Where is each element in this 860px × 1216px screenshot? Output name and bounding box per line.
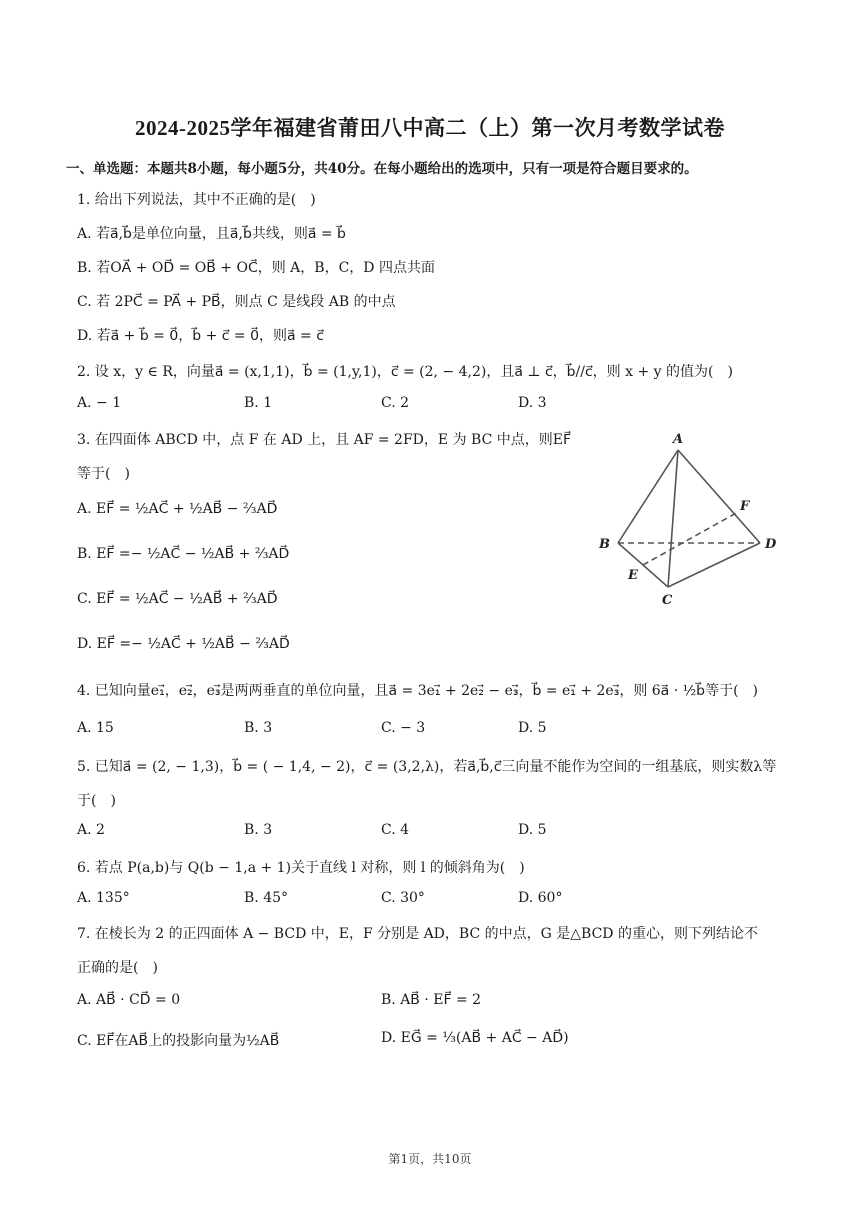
q3-option-d: D. EF⃗ =− ½AC⃗ + ½AB⃗ − ⅔AD⃗ (77, 636, 290, 652)
label-f: F (740, 499, 750, 514)
q6-stem: 6. 若点 P(a,b)与 Q(b − 1,a + 1)关于直线 l 对称，则 l 的倾斜角为( ) (77, 860, 525, 876)
q4-option-a: A. 15 (77, 720, 114, 736)
q5-option-d: D. 5 (518, 822, 547, 838)
tetrahedron-figure (590, 430, 790, 610)
page-title: 2024-2025学年福建省莆田八中高二（上）第一次月考数学试卷 (135, 116, 725, 140)
q3-option-b: B. EF⃗ =− ½AC⃗ − ½AB⃗ + ⅔AD⃗ (77, 546, 290, 562)
q4-option-d: D. 5 (518, 720, 547, 736)
q1-option-b: B. 若OA⃗ + OD⃗ = OB⃗ + OC⃗，则 A，B，C，D 四点共面 (77, 260, 435, 276)
q5-option-a: A. 2 (77, 822, 105, 838)
q3-option-a: A. EF⃗ = ½AC⃗ + ½AB⃗ − ⅔AD⃗ (77, 501, 278, 517)
q3-stem-line1: 3. 在四面体 ABCD 中，点 F 在 AD 上，且 AF = 2FD，E 为 BC 中点，则EF⃗ (77, 432, 572, 448)
section-heading: 一、单选题：本题共8小题，每小题5分，共40分。在每小题给出的选项中，只有一项是符合题目要求的。 (66, 161, 698, 177)
q2-option-b: B. 1 (244, 395, 273, 411)
q7-option-c: C. EF⃗在AB⃗上的投影向量为½AB⃗ (77, 1033, 280, 1049)
q5-stem-line2: 于( ) (77, 793, 116, 809)
q7-option-b: B. AB⃗ · EF⃗ = 2 (381, 992, 482, 1008)
edge-ab (618, 450, 678, 543)
q7-option-d: D. EG⃗ = ⅓(AB⃗ + AC⃗ − AD⃗) (381, 1030, 569, 1046)
label-d: D (765, 537, 777, 552)
page-footer: 第1页，共10页 (388, 1152, 472, 1166)
label-c: C (662, 593, 673, 608)
q7-stem-line1: 7. 在棱长为 2 的正四面体 A − BCD 中，E，F 分别是 AD，BC 的中点，G 是△BCD 的重心，则下列结论不 (77, 926, 758, 942)
label-b: B (599, 537, 610, 552)
q6-option-d: D. 60° (518, 890, 563, 906)
q4-option-c: C. − 3 (381, 720, 426, 736)
segment-ef-hidden (643, 512, 738, 565)
q1-option-d: D. 若a⃗ + b⃗ = 0⃗，b⃗ + c⃗ = 0⃗，则a⃗ = c⃗ (77, 328, 324, 344)
q2-option-a: A. − 1 (77, 395, 122, 411)
q4-option-b: B. 3 (244, 720, 273, 736)
q5-stem-line1: 5. 已知a⃗ = (2, − 1,3)，b⃗ = ( − 1,4, − 2)，c⃗ = (3,2,λ)，若a⃗,b⃗,c⃗三向量不能作为空间的一组基底，则实数λ等 (77, 759, 777, 775)
q6-option-a: A. 135° (77, 890, 130, 906)
q2-option-c: C. 2 (381, 395, 410, 411)
q1-option-a: A. 若a⃗,b⃗是单位向量，且a⃗,b⃗共线，则a⃗ = b⃗ (77, 226, 346, 242)
edge-cd (668, 543, 760, 587)
label-e: E (628, 568, 638, 583)
q6-option-b: B. 45° (244, 890, 289, 906)
q4-stem: 4. 已知向量e₁⃗，e₂⃗，e₃⃗是两两垂直的单位向量，且a⃗ = 3e₁⃗ + 2e₂⃗ − e₃⃗，b⃗ = e₁⃗ + 2e₃⃗，则 6a⃗ · ½b⃗等于( ) (77, 683, 758, 699)
q3-stem-line2: 等于( ) (77, 466, 130, 482)
q7-stem-line2: 正确的是( ) (77, 960, 158, 976)
q3-option-c: C. EF⃗ = ½AC⃗ − ½AB⃗ + ⅔AD⃗ (77, 591, 278, 607)
label-a: A (673, 432, 684, 447)
edge-ac (668, 450, 678, 587)
q2-stem: 2. 设 x，y ∈ R，向量a⃗ = (x,1,1)，b⃗ = (1,y,1)，c⃗ = (2, − 4,2)，且a⃗ ⊥ c⃗，b⃗//c⃗，则 x + y 的值为( ) (77, 364, 733, 380)
q5-option-b: B. 3 (244, 822, 273, 838)
q1-option-c: C. 若 2PC⃗ = PA⃗ + PB⃗，则点 C 是线段 AB 的中点 (77, 294, 396, 310)
q2-option-d: D. 3 (518, 395, 547, 411)
edge-ad (678, 450, 760, 543)
q5-option-c: C. 4 (381, 822, 410, 838)
q1-stem: 1. 给出下列说法，其中不正确的是( ) (77, 192, 316, 208)
q7-option-a: A. AB⃗ · CD⃗ = 0 (77, 992, 181, 1008)
q6-option-c: C. 30° (381, 890, 425, 906)
